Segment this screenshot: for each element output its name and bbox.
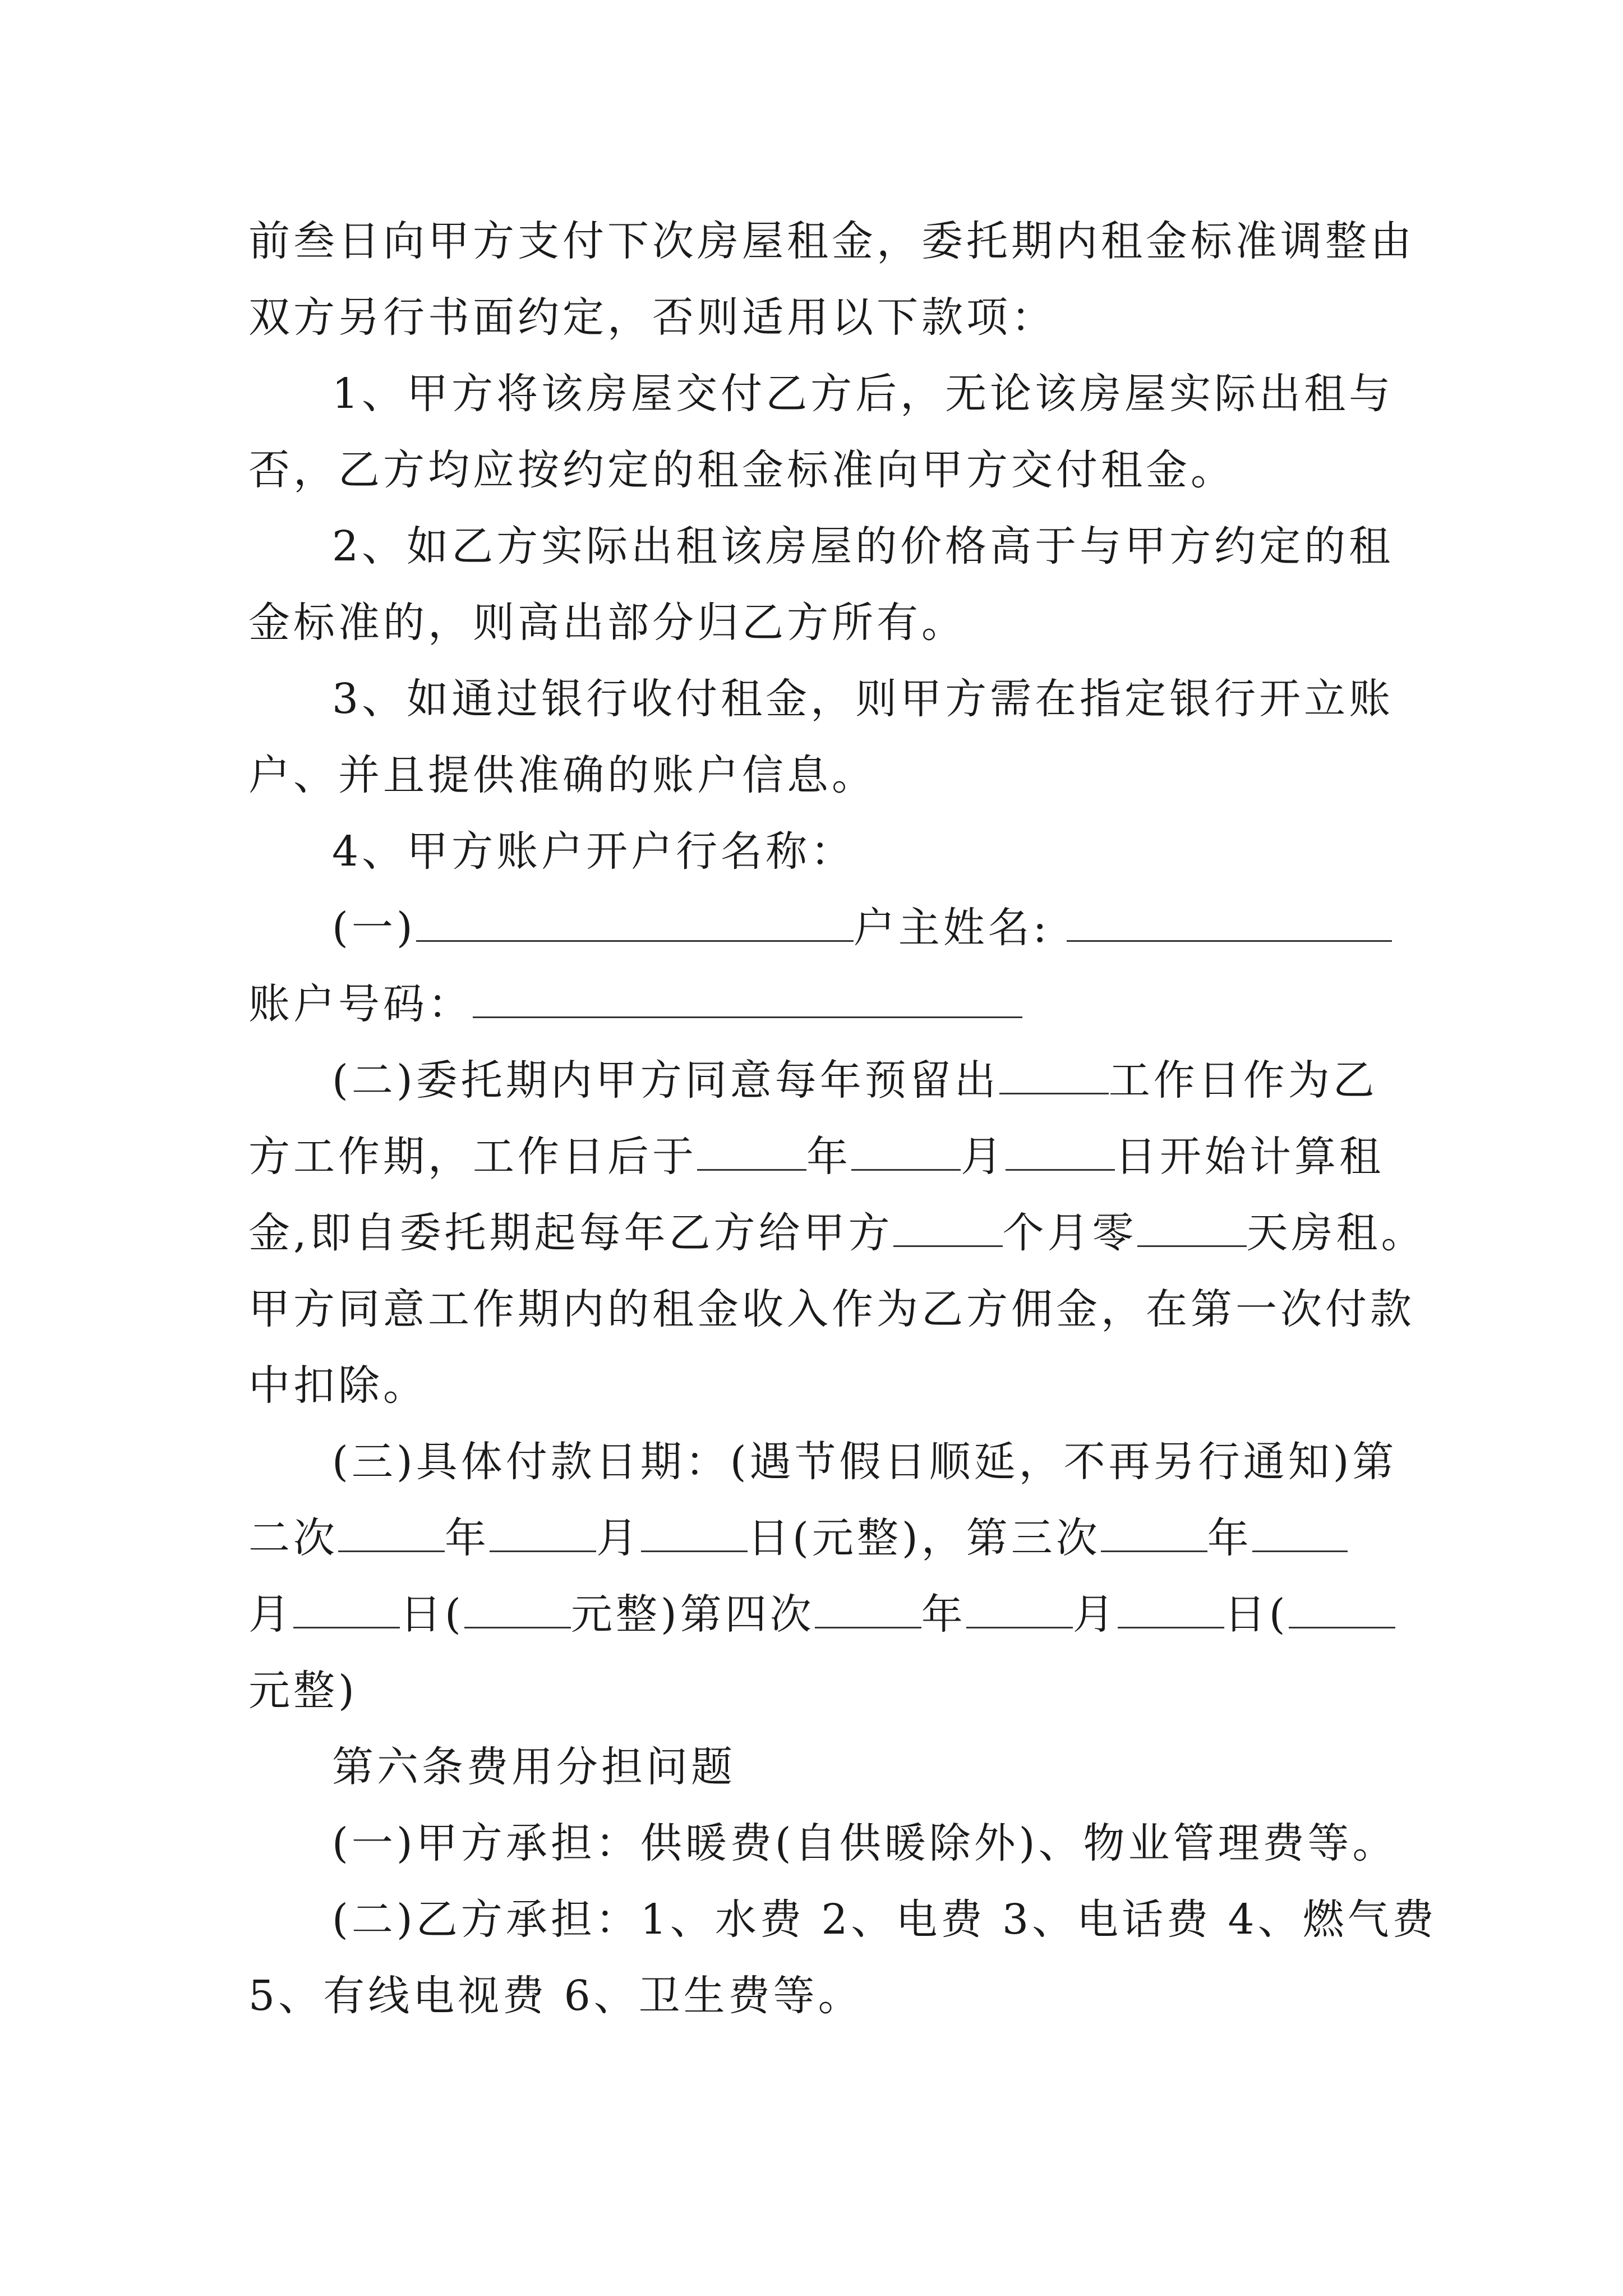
clause2-text: 月	[961, 1133, 1006, 1181]
clause3-text: 日(	[400, 1590, 464, 1639]
clause3-line: 元整)	[248, 1667, 358, 1715]
paragraph-line: 3、如通过银行收付租金，则甲方需在指定银行开立账	[332, 675, 1394, 723]
clause2-line: 甲方同意工作期内的租金收入作为乙方佣金，在第一次付款	[248, 1285, 1415, 1333]
account-number-line	[248, 973, 1387, 1035]
clause2-text: 日开始计算租	[1115, 1133, 1384, 1181]
paragraph-line: 双方另行书面约定，否则适用以下款项：	[248, 293, 1056, 342]
blank	[464, 1592, 571, 1628]
blank	[815, 1592, 921, 1628]
clause3-text: 年	[1207, 1514, 1252, 1562]
clause3-text: 日(元整)，第三次	[748, 1514, 1101, 1562]
blank	[1289, 1592, 1395, 1628]
blank	[966, 1592, 1073, 1628]
paragraph-line: 4、甲方账户开户行名称：	[332, 827, 856, 876]
blank	[697, 1134, 806, 1171]
clause3-text: 月	[1072, 1590, 1118, 1639]
clause3-line: (三)具体付款日期：(遇节假日顺延，不再另行通知)第	[332, 1438, 1398, 1486]
clause2-line	[332, 1050, 1470, 1111]
owner-label: 户主姓名:	[853, 904, 1050, 952]
clause2-text: 年	[806, 1133, 851, 1181]
clause2-line: 中扣除。	[248, 1361, 428, 1410]
paragraph-line: 1、甲方将该房屋交付乙方后，无论该房屋实际出租与	[332, 370, 1394, 418]
clause3-text: 月	[596, 1514, 641, 1562]
account-line	[332, 897, 1470, 959]
clause3-text: 年	[445, 1514, 490, 1562]
clause2-text: 个月零	[1002, 1209, 1137, 1257]
blank	[1101, 1516, 1207, 1552]
clause2-text: 工作日作为乙	[1108, 1056, 1378, 1105]
blank	[338, 1516, 445, 1552]
clause2-text: 方工作期，工作日后于	[248, 1133, 697, 1181]
owner-name-blank	[1067, 905, 1392, 942]
clause2-text: (二)委托期内甲方同意每年预留出	[332, 1056, 999, 1105]
article-title: 第六条费用分担问题	[332, 1743, 736, 1791]
clause3-text: 元整)第四次	[570, 1590, 815, 1639]
article6-line: 5、有线电视费 6、卫生费等。	[248, 1972, 863, 2020]
blank	[641, 1516, 748, 1552]
paragraph-line: 前叁日向甲方支付下次房屋租金，委托期内租金标准调整由	[248, 217, 1415, 265]
clause2-text: 天房租。	[1246, 1209, 1426, 1257]
clause2-line	[248, 1202, 1426, 1264]
clause3-text: 日(	[1224, 1590, 1289, 1639]
paragraph-line: 否，乙方均应按约定的租金标准向甲方交付租金。	[248, 446, 1235, 494]
clause2-line	[248, 1126, 1387, 1188]
blank	[1137, 1211, 1247, 1247]
clause3-text: 月	[248, 1590, 293, 1639]
blank	[999, 1058, 1109, 1094]
bank-name-blank	[416, 905, 854, 942]
clause2-text: 金,即自委托期起每年乙方给甲方	[248, 1209, 893, 1257]
paragraph-line: 2、如乙方实际出租该房屋的价格高于与甲方约定的租	[332, 522, 1394, 570]
blank	[490, 1516, 596, 1552]
blank	[1006, 1134, 1115, 1171]
paragraph-line: 金标准的，则高出部分归乙方所有。	[248, 599, 966, 647]
clause3-line	[248, 1507, 1387, 1569]
account-prefix: (一)	[332, 904, 416, 952]
clause3-text: 年	[921, 1590, 966, 1639]
paragraph-line: 户、并且提供准确的账户信息。	[248, 751, 877, 799]
account-number-blank	[473, 982, 1022, 1018]
blank	[893, 1211, 1003, 1247]
blank	[1118, 1592, 1224, 1628]
blank	[293, 1592, 400, 1628]
blank	[1252, 1516, 1348, 1552]
article6-line: (二)乙方承担：1、水费 2、电费 3、电话费 4、燃气费	[332, 1895, 1437, 1944]
article6-line: (一)甲方承担：供暖费(自供暖除外)、物业管理费等。	[332, 1819, 1398, 1867]
account-number-label: 账户号码：	[248, 980, 473, 1028]
clause3-text: 二次	[248, 1514, 338, 1562]
blank	[851, 1134, 961, 1171]
clause3-line	[248, 1584, 1387, 1645]
